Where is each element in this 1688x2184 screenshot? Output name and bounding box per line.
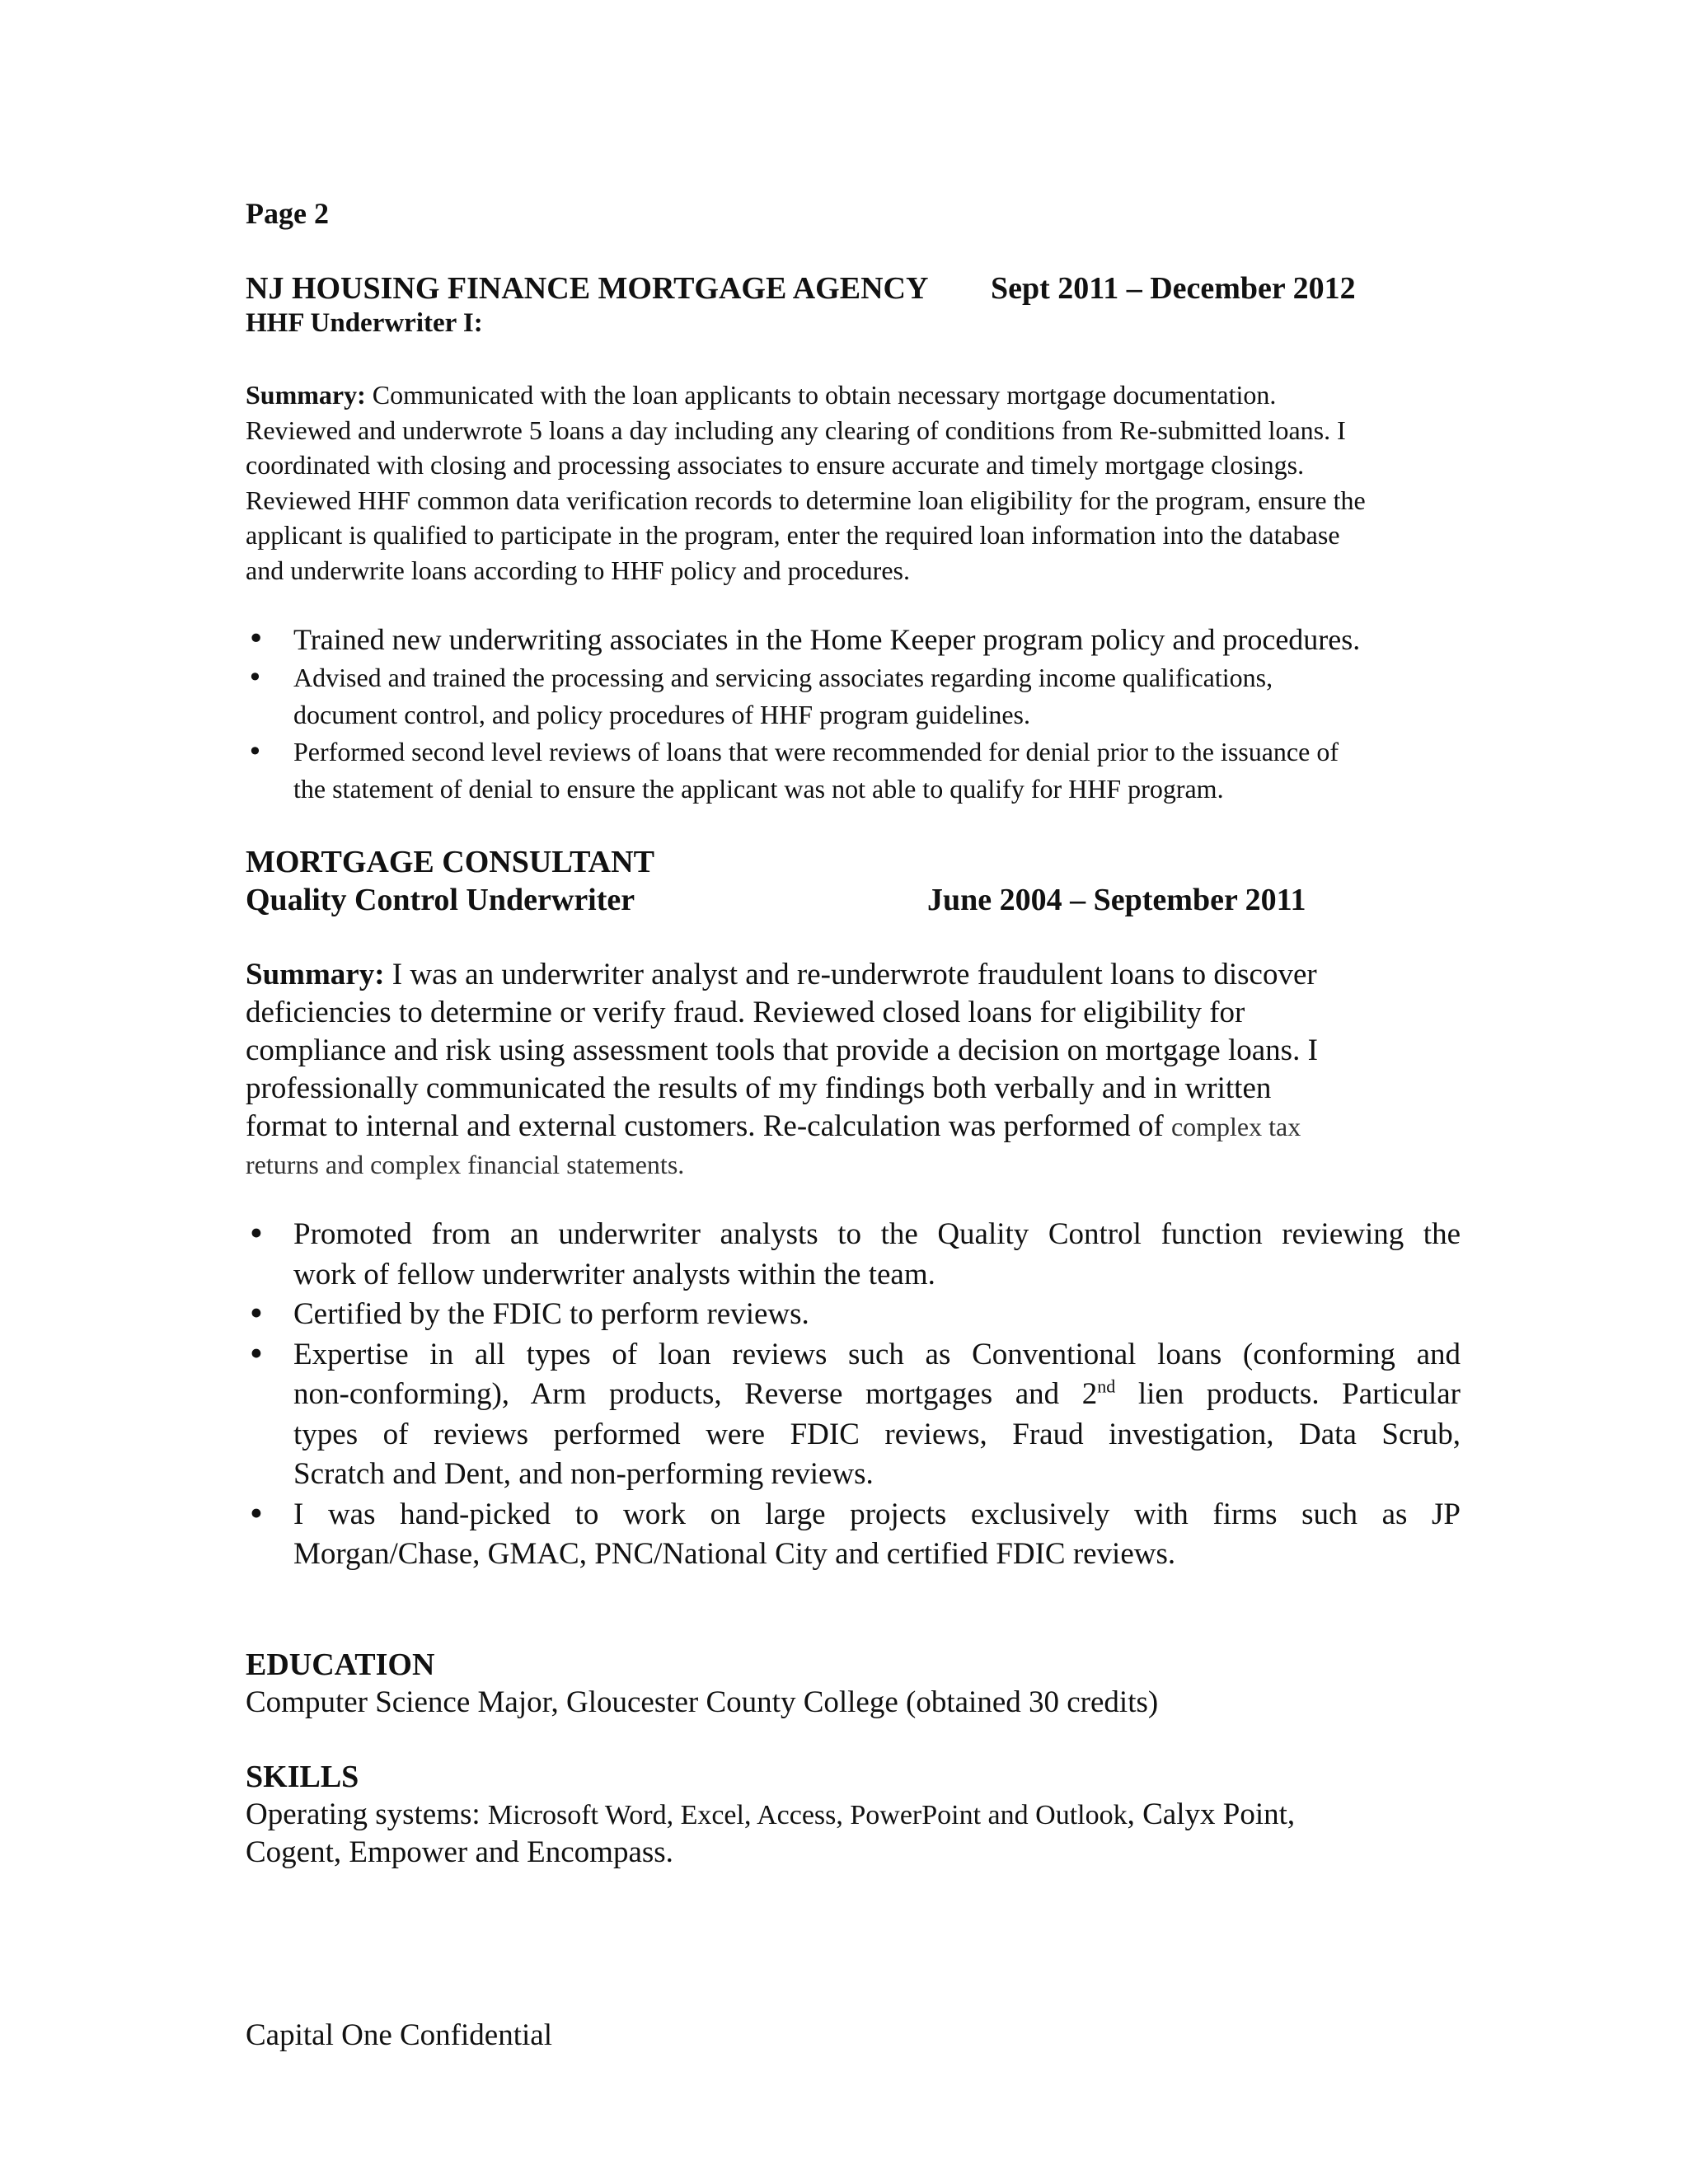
job2-bullet-item — [246, 1495, 1461, 1575]
job2-employer: MORTGAGE CONSULTANT — [246, 845, 654, 879]
job1-summary-line: Communicated with the loan applicants to obtain necessary mortgage documentation. — [365, 380, 1277, 410]
job2-summary-tail: complex tax — [1170, 1112, 1301, 1141]
bullet-icon: • — [247, 1336, 265, 1372]
job2-bullet-line: Expertise in all types of loan reviews such as Conventional loans (conforming and — [293, 1337, 1461, 1371]
job1-bullet-item — [246, 733, 1360, 808]
job2-dates: June 2004 – September 2011 — [927, 883, 1306, 917]
job2-bullet-item — [246, 1295, 1461, 1335]
job1-summary — [246, 377, 1366, 588]
job1-bullet-line: Performed second level reviews of loans that were recommended for denial prior to the issuance of — [293, 737, 1339, 766]
job2-bullet-line: I was hand-picked to work on large projects exclusively with firms such as JP — [293, 1497, 1461, 1531]
job2-bullet-item — [246, 1335, 1461, 1495]
education-heading: EDUCATION — [246, 1647, 435, 1682]
job2-bullet-text: non-conforming), Arm products, Reverse mortgages and 2 — [293, 1377, 1098, 1411]
job2-bullet-line: types of reviews performed were FDIC reviews, Fraud investigation, Data Scrub, — [293, 1417, 1461, 1451]
job2-summary-line: deficiencies to determine or verify fraud. Reviewed closed loans for eligibility for — [246, 996, 1245, 1029]
job1-bullet-line: document control, and policy procedures of HHF program guidelines. — [293, 700, 1030, 729]
bullet-icon: • — [247, 1296, 265, 1332]
confidential-footer: Capital One Confidential — [246, 2018, 552, 2052]
job1-bullet-line: the statement of denial to ensure the applicant was not able to qualify for HHF program. — [293, 774, 1224, 804]
job1-bullet-line: Trained new underwriting associates in the Home Keeper program policy and procedures. — [293, 623, 1361, 656]
job2-summary-line: returns and complex financial statements. — [246, 1150, 685, 1179]
bullet-icon: • — [247, 622, 265, 656]
job2-bullet-item — [246, 1215, 1461, 1295]
job2-bullet-line: Scratch and Dent, and non-performing reviews. — [293, 1457, 874, 1491]
job1-summary-line: coordinated with closing and processing associates to ensure accurate and timely mortgage closings. — [246, 450, 1305, 480]
job1-bullet-item — [246, 620, 1360, 659]
ordinal-suffix: nd — [1097, 1376, 1116, 1397]
education-text: Computer Science Major, Gloucester County College (obtained 30 credits) — [246, 1685, 1159, 1719]
job2-summary-label: Summary: — [246, 958, 385, 991]
job2-summary-line: compliance and risk using assessment tools that provide a decision on mortgage loans. I — [246, 1033, 1318, 1067]
skills-line: Cogent, Empower and Encompass. — [246, 1835, 673, 1869]
job2-summary-line: professionally communicated the results of my findings both verbally and in written — [246, 1071, 1272, 1105]
job2-bullet-line: Promoted from an underwriter analysts to the Quality Control function reviewing the — [293, 1217, 1461, 1251]
job2-summary — [246, 956, 1318, 1183]
skills-line — [246, 1797, 1295, 1832]
skills-software-list: Microsoft Word, Excel, Access, PowerPoint and Outlook — [487, 1800, 1128, 1830]
job2-bullet-line — [293, 1375, 1461, 1415]
job1-role: HHF Underwriter I: — [246, 308, 483, 338]
job2-bullet-line: Morgan/Chase, GMAC, PNC/National City and certified FDIC reviews. — [293, 1537, 1176, 1571]
job1-bullet-item — [246, 659, 1360, 733]
skills-suffix: , Calyx Point, — [1127, 1797, 1296, 1831]
bullet-icon: • — [247, 662, 263, 693]
job1-summary-line: Reviewed and underwrote 5 loans a day including any clearing of conditions from Re-submitted loans. I — [246, 415, 1346, 445]
page-number-label: Page 2 — [246, 197, 329, 230]
job2-bullet-list — [246, 1215, 1461, 1575]
skills-prefix: Operating systems: — [246, 1797, 488, 1831]
job1-dates: Sept 2011 – December 2012 — [991, 271, 1356, 306]
job1-bullet-list — [246, 620, 1360, 808]
job2-bullet-text: lien products. Particular — [1115, 1377, 1461, 1411]
bullet-icon: • — [247, 1216, 265, 1252]
job1-summary-line: applicant is qualified to participate in the program, enter the required loan information into the database — [246, 520, 1340, 550]
job2-summary-line: format to internal and external customers. Re-calculation was performed of — [246, 1109, 1171, 1143]
job1-bullet-line: Advised and trained the processing and servicing associates regarding income qualifications, — [293, 663, 1273, 692]
job2-summary-line: I was an underwriter analyst and re-underwrote fraudulent loans to discover — [384, 958, 1317, 991]
job1-summary-line: Reviewed HHF common data verification records to determine loan eligibility for the program, ensure the — [246, 485, 1366, 515]
job1-employer: NJ HOUSING FINANCE MORTGAGE AGENCY — [246, 271, 929, 306]
job2-role: Quality Control Underwriter — [246, 883, 635, 917]
job2-bullet-line: Certified by the FDIC to perform reviews. — [293, 1297, 809, 1331]
skills-heading: SKILLS — [246, 1760, 359, 1794]
job1-summary-label: Summary: — [246, 380, 366, 410]
job1-summary-line: and underwrite loans according to HHF policy and procedures. — [246, 555, 910, 585]
job2-bullet-line: work of fellow underwriter analysts within the team. — [293, 1257, 935, 1291]
bullet-icon: • — [247, 1496, 265, 1532]
bullet-icon: • — [247, 736, 263, 767]
